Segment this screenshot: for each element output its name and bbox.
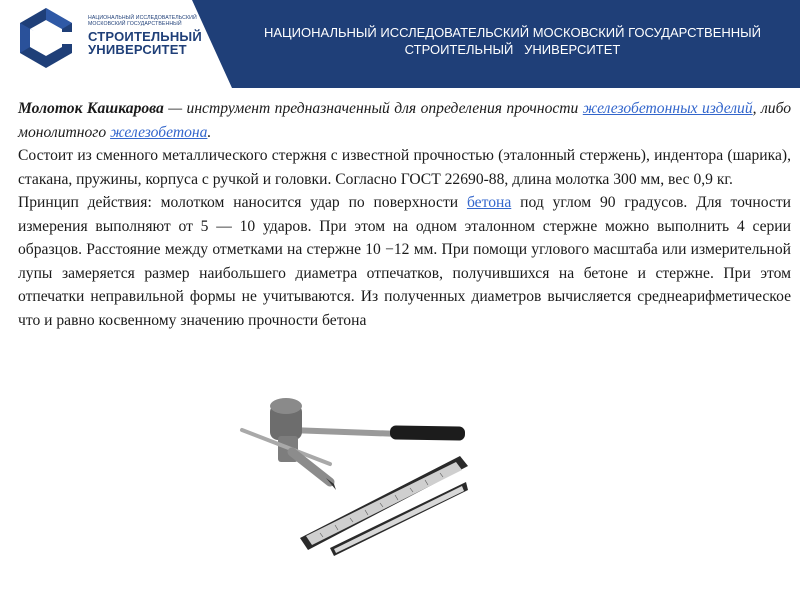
term-kashkarov-hammer: Молоток Кашкарова <box>18 100 164 117</box>
header-title <box>245 24 780 58</box>
angular-scale-icon <box>290 448 470 558</box>
logo-small-line2: МОСКОВСКИЙ ГОСУДАРСТВЕННЫЙ <box>88 21 182 27</box>
paragraph-principle <box>18 191 791 332</box>
logo-big-line1: СТРОИТЕЛЬНЫЙ <box>88 29 202 44</box>
header-title-line1: НАЦИОНАЛЬНЫЙ ИССЛЕДОВАТЕЛЬСКИЙ МОСКОВСКИЙ ГОСУДАРСТВЕННЫЙ <box>263 25 762 40</box>
header-title-line2: СТРОИТЕЛЬНЫЙ УНИВЕРСИТЕТ <box>404 42 621 57</box>
logo-big-line2: УНИВЕРСИТЕТ <box>88 42 187 57</box>
logo-small-line1: НАЦИОНАЛЬНЫЙ ИССЛЕДОВАТЕЛЬСКИЙ <box>88 15 197 21</box>
paragraph-definition <box>18 97 791 144</box>
paragraph-composition: Состоит из сменного металлического стержня с известной прочностью (эталонный стержень), индентора (шарика), стакана, пружины, корпуса с ручкой и головки. Согласно ГОСТ 22690-88, длина молотка 300 мм, вес 0,9 кг. <box>18 147 791 188</box>
logo-caption <box>88 15 238 56</box>
definition-text-3: . <box>207 123 212 141</box>
article-body <box>18 97 791 332</box>
link-reinforced-concrete-products[interactable]: железобетонных изделий <box>582 100 753 117</box>
definition-text-1: — инструмент предназначенный для определения прочности <box>163 100 583 117</box>
link-concrete[interactable]: бетона <box>466 194 512 211</box>
principle-text-1: Принцип действия: молотком наносится удар по поверхности <box>18 194 467 211</box>
definition-text-2: , либо монолитного <box>18 100 792 141</box>
link-reinforced-concrete[interactable]: железобетона <box>110 123 208 141</box>
header <box>0 0 800 88</box>
university-logo-icon <box>14 6 78 70</box>
principle-text-2: под углом 90 градусов. Для точности измерения выполняют от 5 — 10 ударов. При этом на одном эталонном стержне можно выполнить 4 серии образцов. Расстояние между отметками на стержне 10 −12 мм. При помощи углового масштаба или измерительной лупы замеряется размер наибольшего диаметра отпечатков, получившихся на бетоне и стержне. При этом отпечатки неправильной формы не учитываются. Из полученных диаметров вычисляется среднеарифметическое что и равно косвенному значению прочности бетона <box>18 194 791 329</box>
